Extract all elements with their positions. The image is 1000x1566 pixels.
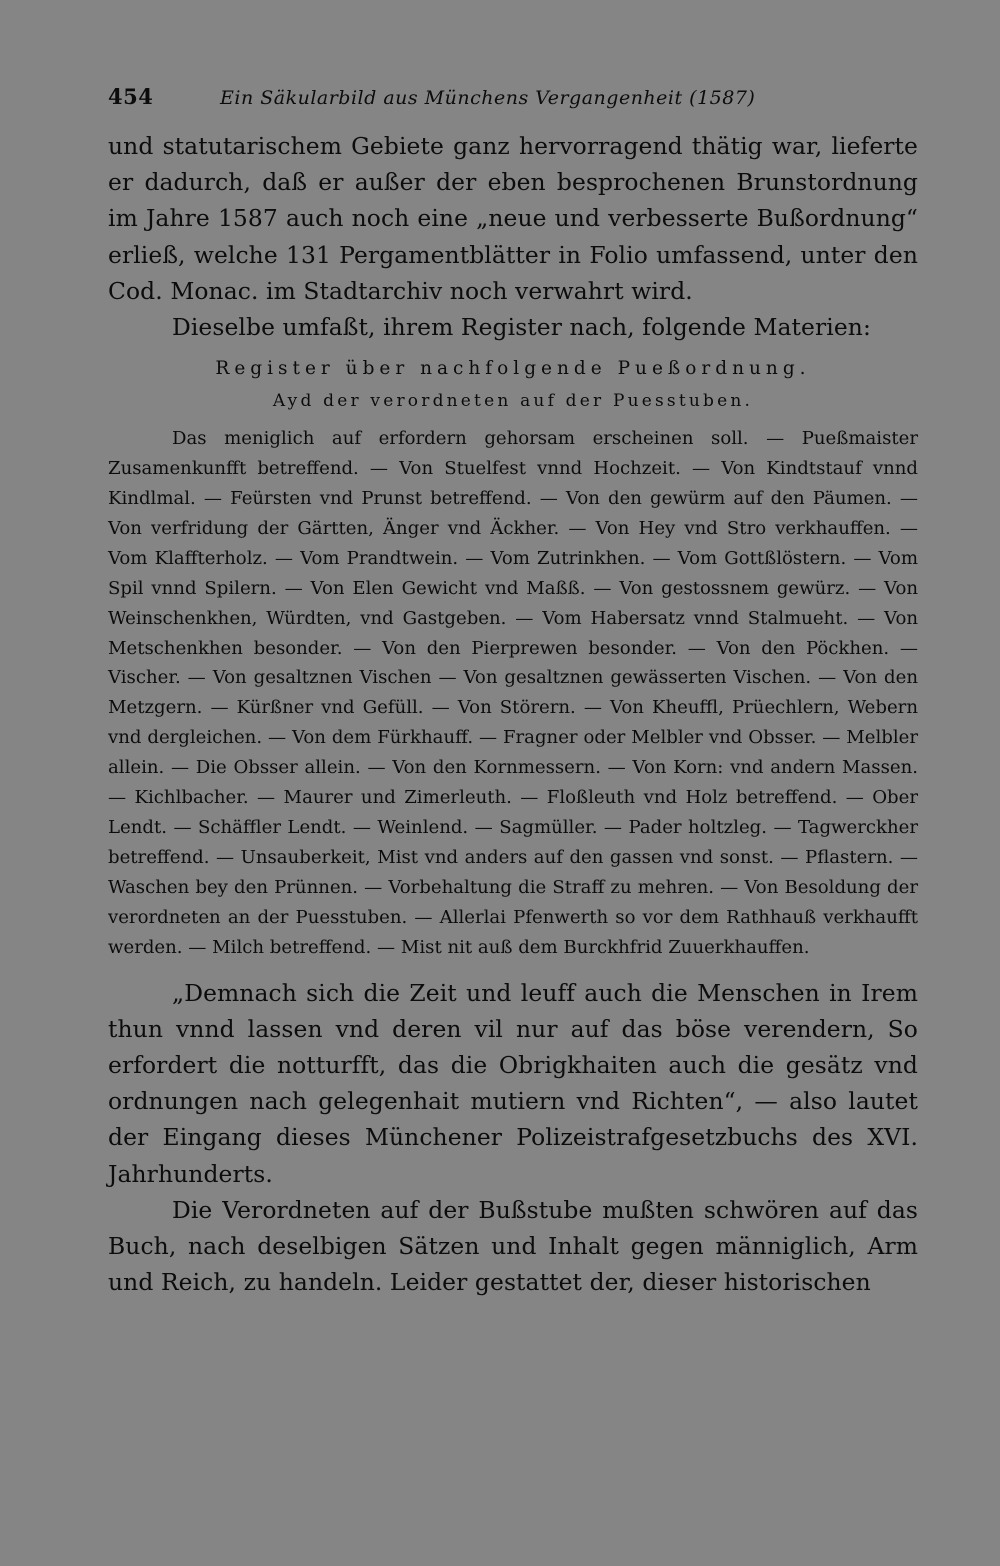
page-number: 454 (108, 84, 154, 109)
closing-paragraph: Die Verordneten auf der Bußstube mußten schwören auf das Buch, nach deselbigen Sätzen und Inhalt gegen männiglich, Arm und Reich, zu handeln. Leider gestattet der, dieser historischen (108, 1195, 918, 1297)
quote-paragraph: „Demnach sich die Zeit und leuff auch die Menschen in Irem thun vnnd lassen vnd deren vil nur auf das böse verendern, So erfordert die notturfft, das die Obrigkhaiten auch die gesätz vnd ordnungen nach gelegenhait mutiern vnd Richten“, — also lautet der Eingang dieses Münchener Polizeistrafgesetzbuchs des XVI. Jahrhunderts. (108, 978, 918, 1188)
running-head: Ein Säkularbild aus Münchens Vergangenheit (1587) (220, 87, 756, 109)
register-subtitle: Ayd der verordneten auf der Puesstuben. (272, 391, 754, 412)
register-entries: Das meniglich auf erfordern gehorsam erscheinen soll. — Pueßmaister Zusamenkunfft betreffend. — Von Stuelfest vnnd Hochzeit. — Von Kindtstauf vnnd Kindlmal. — Feürsten vnd Prunst betreffend. — Von den gewürm auf den Päumen. — Von verfridung der Gärtten, Änger vnd Äckher. — Von Hey vnd Stro verkhauffen. — Vom Klaffterholz. — Vom Prandtwein. — Vom Zutrinkhen. — Vom Gottßlöstern. — Vom Spil vnnd Spilern. — Von Elen Gewicht vnd Maßß. — Von gestossnem gewürz. — Von Weinschenkhen, Würdten, vnd Gastgeben. — Vom Habersatz vnnd Stalmueht. — Von Metschenkhen besonder. — Von den Pierprewen besonder. — Von den Pöckhen. — Vischer. — Von gesaltznen Vischen — Von gesaltznen gewässerten Vischen. — Von den Metzgern. — Kürßner vnd Gefüll. — Von Störern. — Von Kheuffl, Prüechlern, Webern vnd dergleichen. — Von dem Fürkhauff. — Fragner oder Melbler vnd Obsser. — Melbler allein. — Die Obsser allein. — Von den Kornmessern. — Von Korn: vnd andern Massen. — Kichlbacher. — Maurer und Zimerleuth. — Floßleuth vnd Holz betreffend. — Ober Lendt. — Schäffler Lendt. — Weinlend. — Sagmüller. — Pader holtzleg. — Tagwerckher betreffend. — Unsauberkeit, Mist vnd anders auf den gassen vnd sonst. — Pflastern. — Waschen bey den Prünnen. — Vorbehaltung die Straff zu mehren. — Von Besoldung der verordneten an der Puesstuben. — Allerlai Pfenwerth so vor dem Rathhauß verkhaufft werden. — Milch betreffend. — Mist nit auß dem Burckhfrid Zuuerkhauffen. (108, 428, 918, 958)
page-header (108, 84, 918, 118)
intro-paragraph: und statutarischem Gebiete ganz hervorragend thätig war, lieferte er dadurch, daß er außer der eben besprochenen Brunstordnung im Jahre 1587 auch noch eine „neue und verbesserte Bußordnung“ erließ, welche 131 Pergamentblätter in Folio umfassend, unter den Cod. Monac. im Stadtarchiv noch verwahrt wird. (108, 132, 918, 305)
book-page (108, 84, 918, 1300)
register-title: Register über nachfolgende Pueßordnung. (215, 358, 811, 380)
materials-paragraph: Dieselbe umfaßt, ihrem Register nach, folgende Materien: (172, 313, 871, 342)
